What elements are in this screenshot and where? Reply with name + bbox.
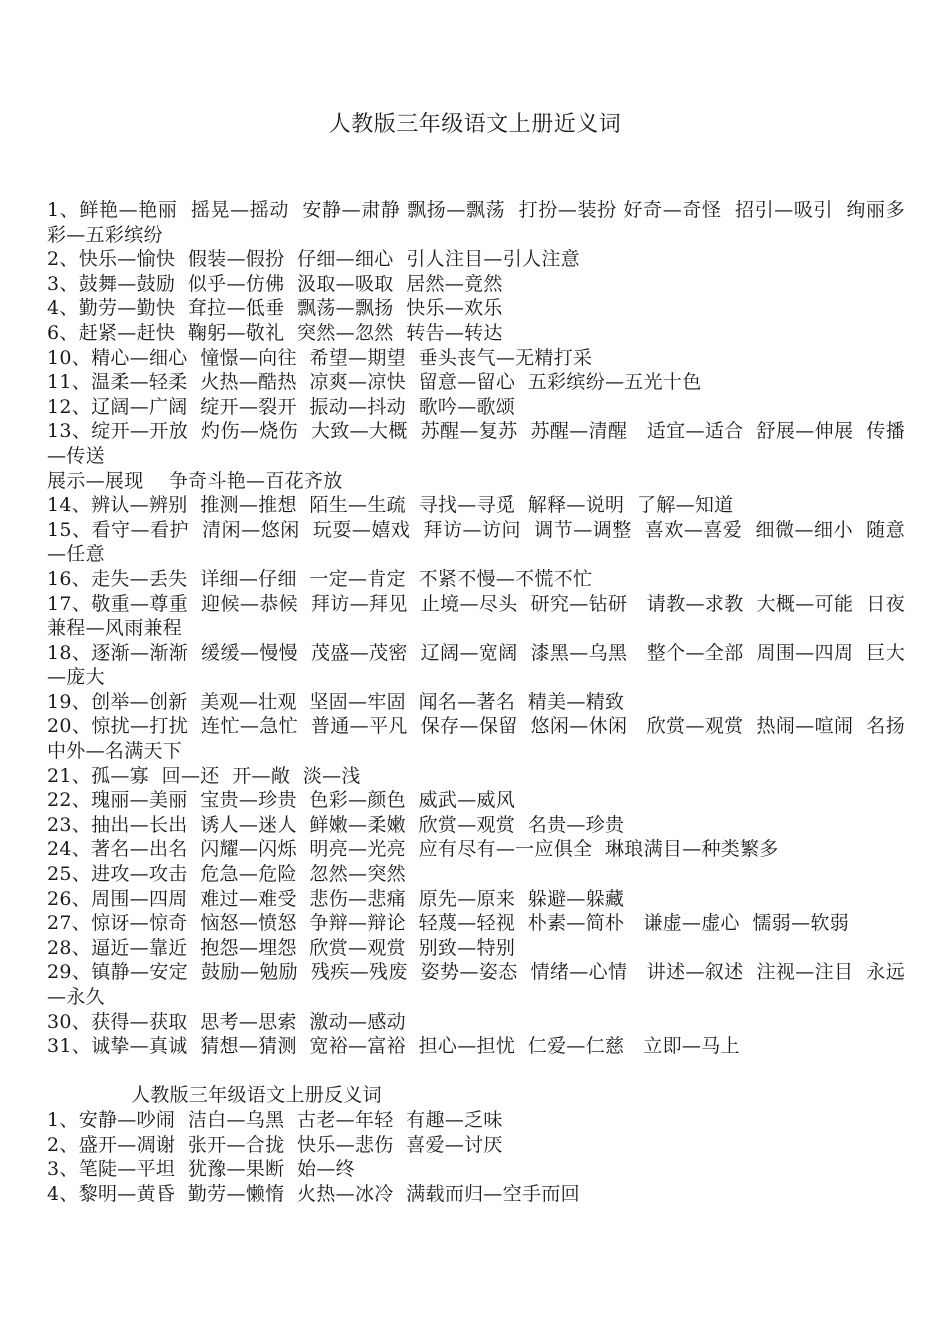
list-item: 25、进攻—攻击 危急—危险 忽然—突然: [47, 863, 406, 886]
document-body: [47, 198, 905, 1206]
list-item: 22、瑰丽—美丽 宝贵—珍贵 色彩—颜色 威武—威风: [47, 789, 516, 812]
list-item: 2、快乐—愉快 假装—假扮 仔细—细心 引人注目—引人注意: [47, 248, 580, 271]
list-item: 展示—展现 争奇斗艳—百花齐放: [47, 469, 343, 492]
list-item: 21、孤—寡 回—还 开—敞 淡—浅: [47, 764, 361, 787]
section-title: 人教版三年级语文上册反义词: [131, 1084, 382, 1107]
list-item: 27、惊讶—惊奇 恼怒—愤怒 争辩—辩论 轻蔑—轻视 朴素—简朴 谦虚—虚心 懦弱—软弱: [47, 912, 849, 935]
list-item: 29、镇静—安定 鼓励—勉励 残疾—残废 姿势—姿态 情绪—心情 讲述—叙述 注视—注目 永远—永久: [47, 961, 905, 1008]
list-item: 10、精心—细心 憧憬—向往 希望—期望 垂头丧气—无精打采: [47, 346, 593, 369]
synonym-list: [47, 198, 905, 1059]
section-spacer: [47, 1059, 905, 1084]
list-item: 17、敬重—尊重 迎候—恭候 拜访—拜见 止境—尽头 研究—钻研 请教—求教 大概—可能 日夜兼程—风雨兼程: [47, 592, 905, 640]
list-item: 28、逼近—靠近 抱怨—埋怨 欣赏—观赏 别致—特别: [47, 936, 516, 959]
list-item: 6、赶紧—赶快 鞠躬—敬礼 突然—忽然 转告—转达: [47, 321, 503, 344]
list-item: 30、获得—获取 思考—思索 激动—感动: [47, 1010, 406, 1033]
list-item: 23、抽出—长出 诱人—迷人 鲜嫩—柔嫩 欣赏—观赏 名贵—珍贵: [47, 813, 625, 836]
list-item: 11、温柔—轻柔 火热—酷热 凉爽—凉快 留意—留心 五彩缤纷—五光十色: [47, 371, 702, 394]
page-title: 人教版三年级语文上册近义词: [328, 112, 622, 137]
list-item: 3、鼓舞—鼓励 似乎—仿佛 汲取—吸取 居然—竟然: [47, 272, 503, 295]
list-item: 18、逐渐—渐渐 缓缓—慢慢 茂盛—茂密 辽阔—宽阔 漆黑—乌黑 整个—全部 周围—四周 巨大—庞大: [47, 641, 905, 689]
list-item: 14、辨认—辨别 推测—推想 陌生—生疏 寻找—寻觅 解释—说明 了解—知道: [47, 494, 734, 517]
list-item: 3、笔陡—平坦 犹豫—果断 始—终: [47, 1158, 355, 1181]
list-item: 20、惊扰—打扰 连忙—急忙 普通—平凡 保存—保留 悠闲—休闲 欣赏—观赏 热闹—喧闹 名扬中外—名满天下: [47, 715, 905, 763]
list-item: 24、著名—出名 闪耀—闪烁 明亮—光亮 应有尽有—一应俱全 琳琅满目—种类繁多: [47, 838, 779, 861]
list-item: 12、辽阔—广阔 绽开—裂开 振动—抖动 歌吟—歌颂: [47, 395, 516, 418]
list-item: 26、周围—四周 难过—难受 悲伤—悲痛 原先—原来 躲避—躲藏: [47, 887, 625, 910]
list-item: 4、黎明—黄昏 勤劳—懒惰 火热—冰冷 满载而归—空手而回: [47, 1182, 580, 1205]
list-item: 19、创举—创新 美观—壮观 坚固—牢固 闻名—著名 精美—精致: [47, 690, 625, 713]
list-item: 13、绽开—开放 灼伤—烧伤 大致—大概 苏醒—复苏 苏醒—清醒 适宜—适合 舒展—伸展 传播—传送: [47, 420, 905, 467]
list-item: 1、安静—吵闹 洁白—乌黑 古老—年轻 有趣—乏味: [47, 1108, 503, 1131]
list-item: 1、鲜艳—艳丽 摇晃—摇动 安静—肃静 飘扬—飘荡 打扮—装扮 好奇—奇怪 招引—吸引 绚丽多彩—五彩缤纷: [47, 199, 905, 246]
list-item: 31、诚挚—真诚 猜想—猜测 宽裕—富裕 担心—担忧 仁爱—仁慈 立即—马上: [47, 1035, 740, 1058]
list-item: 15、看守—看护 清闲—悠闲 玩耍—嬉戏 拜访—访问 调节—调整 喜欢—喜爱 细微—细小 随意—任意: [47, 518, 905, 566]
list-item: 16、走失—丢失 详细—仔细 一定—肯定 不紧不慢—不慌不忙: [47, 567, 593, 590]
list-item: 4、勤劳—勤快 耷拉—低垂 飘荡—飘扬 快乐—欢乐: [47, 297, 503, 320]
list-item: 2、盛开—凋谢 张开—合拢 快乐—悲伤 喜爱—讨厌: [47, 1133, 503, 1156]
antonym-list: [47, 1108, 905, 1206]
